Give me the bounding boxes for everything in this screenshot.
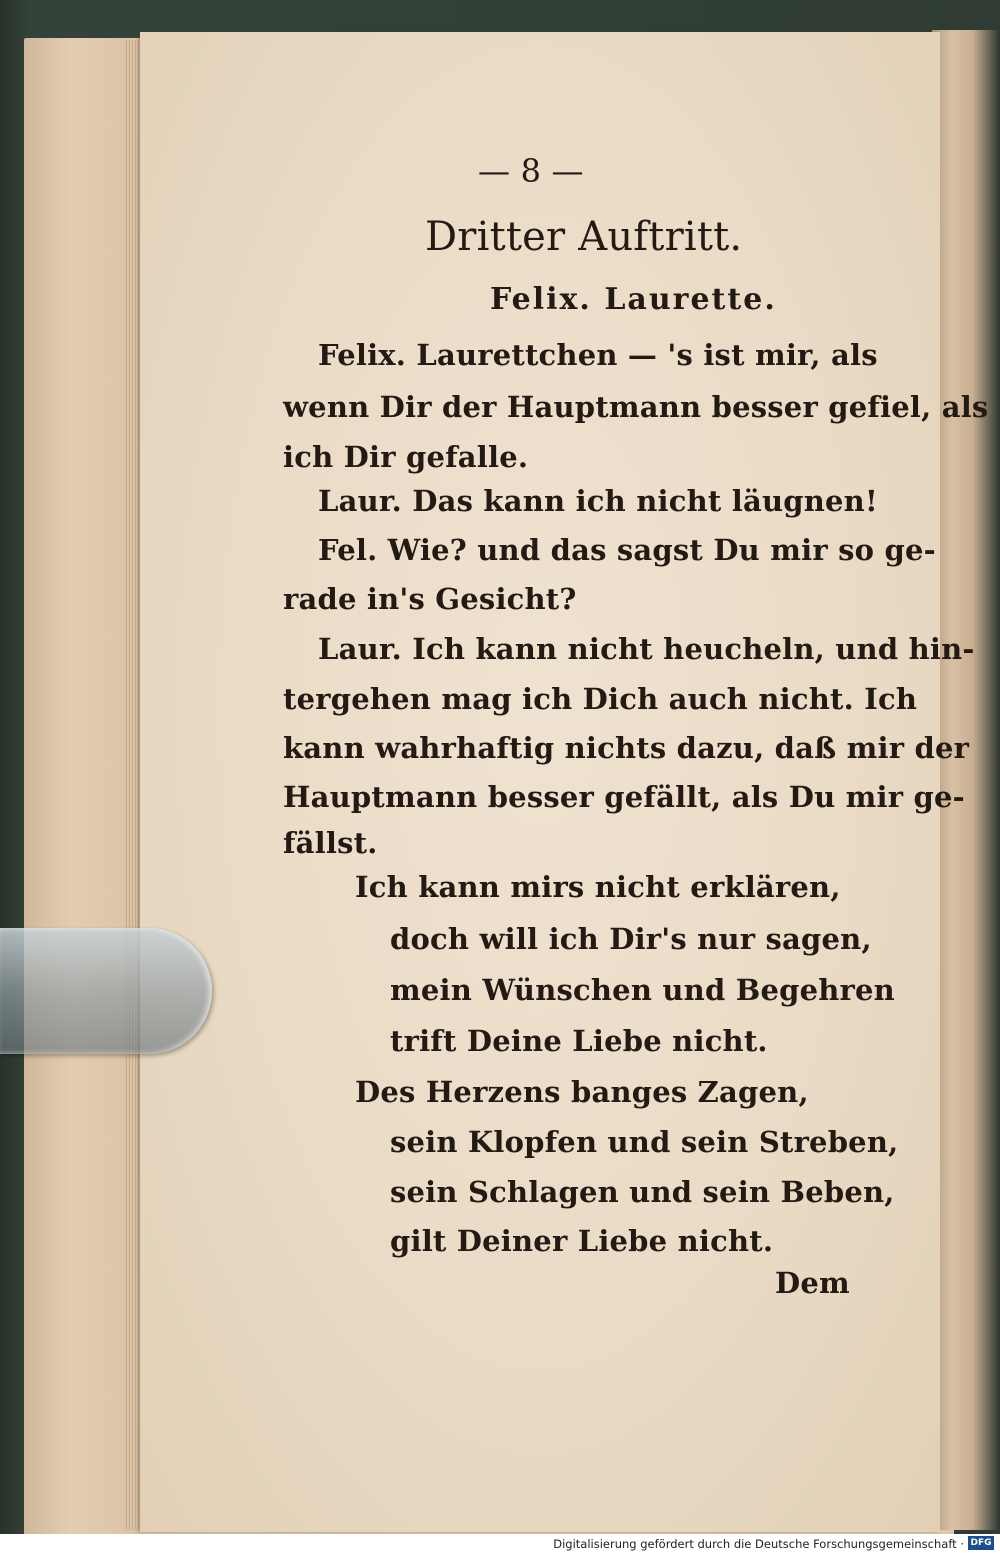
scene-heading: Dritter Auftritt. <box>425 214 743 260</box>
glass-page-holder <box>0 928 212 1054</box>
text-line: Hauptmann besser gefällt, als Du mir ge- <box>283 780 965 814</box>
catchword: Dem <box>775 1266 850 1300</box>
text-line: Laur. Ich kann nicht heucheln, und hin- <box>318 632 975 666</box>
verse-line: gilt Deiner Liebe nicht. <box>390 1224 774 1258</box>
text-line: tergehen mag ich Dich auch nicht. Ich <box>283 682 918 716</box>
verse-line: sein Schlagen und sein Beben, <box>390 1175 895 1209</box>
text-line: wenn Dir der Hauptmann besser gefiel, als <box>283 390 989 424</box>
text-line: fällst. <box>283 826 378 860</box>
verse-line: Ich kann mirs nicht erklären, <box>355 870 841 904</box>
verse-line: mein Wünschen und Begehren <box>390 973 895 1007</box>
digitization-credit: Digitalisierung gefördert durch die Deutsche Forschungsgemeinschaft · <box>553 1537 964 1551</box>
text-line: kann wahrhaftig nichts dazu, daß mir der <box>283 731 970 765</box>
cast-list: Felix. Laurette. <box>490 282 777 317</box>
verse-line: trift Deine Liebe nicht. <box>390 1024 768 1058</box>
text-line: ich Dir gefalle. <box>283 440 529 474</box>
verse-line: doch will ich Dir's nur sagen, <box>390 922 872 956</box>
text-line: Fel. Wie? und das sagst Du mir so ge- <box>318 533 936 567</box>
dfg-logo: DFG <box>968 1536 994 1550</box>
verse-line: Des Herzens banges Zagen, <box>355 1075 809 1109</box>
text-line: rade in's Gesicht? <box>283 582 577 616</box>
verse-line: sein Klopfen und sein Streben, <box>390 1125 899 1159</box>
text-line: Felix. Laurettchen — 's ist mir, als <box>318 338 878 372</box>
text-line: Laur. Das kann ich nicht läugnen! <box>318 484 878 518</box>
page-number: — 8 — <box>478 152 584 190</box>
